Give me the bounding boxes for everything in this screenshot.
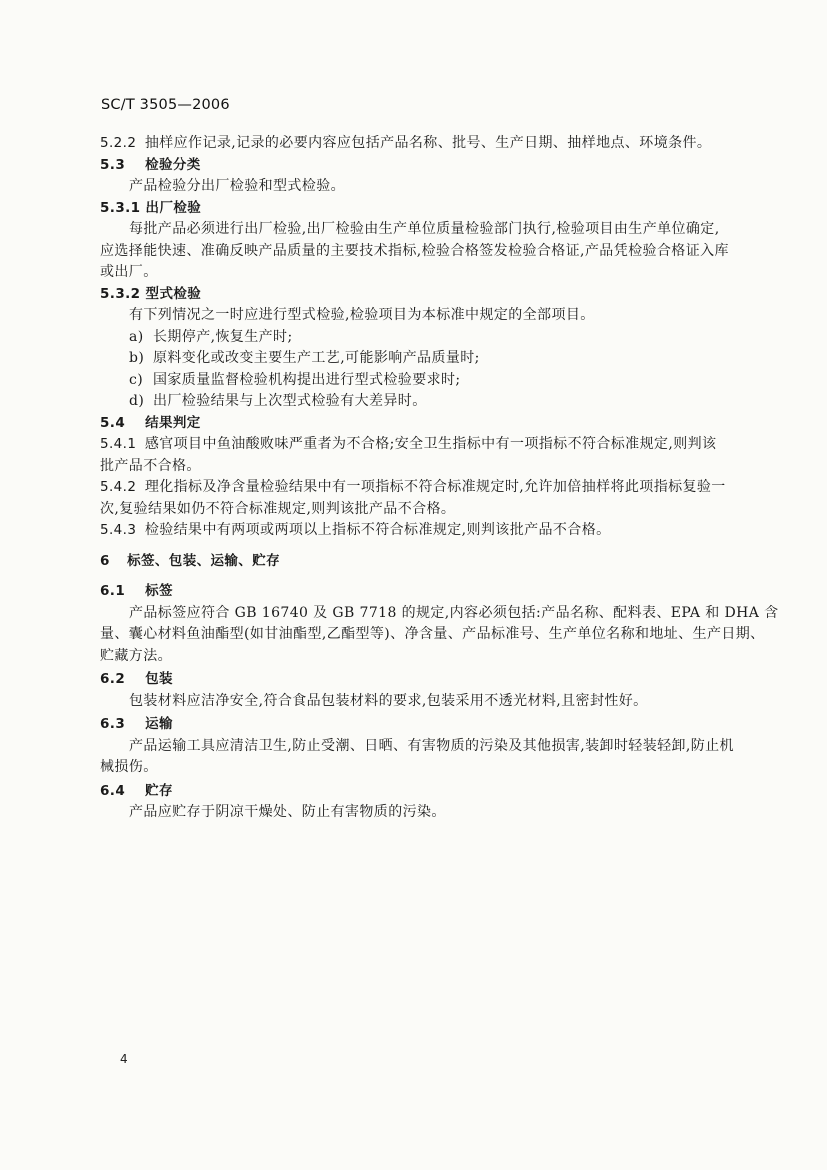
clause-5-4-3 xyxy=(100,520,760,542)
list-item xyxy=(100,327,760,349)
heading-title: 出厂检验 xyxy=(145,199,202,216)
list-marker: c) xyxy=(129,371,144,388)
paragraph: 产品应贮存于阴凉干燥处、防止有害物质的污染。 xyxy=(129,804,446,820)
paragraph: 包装材料应洁净安全,符合食品包装材料的要求,包装采用不透光材料,且密封性好。 xyxy=(129,692,648,709)
list-marker: d) xyxy=(129,393,145,409)
paragraph: 产品检验分出厂检验和型式检验。 xyxy=(129,178,345,194)
heading-number: 5.3.2 xyxy=(100,285,141,302)
heading-number: 5.3.1 xyxy=(100,199,141,216)
heading-title: 贮存 xyxy=(145,782,173,799)
document-body xyxy=(100,133,779,824)
clause-number: 5.4.2 xyxy=(100,479,137,495)
clause-text: 检验结果中有两项或两项以上指标不符合标准规定,则判该批产品不合格。 xyxy=(144,522,611,538)
clause-number: 5.4.1 xyxy=(100,436,137,452)
clause-number: 5.4.3 xyxy=(100,522,137,538)
heading-number: 6.4 xyxy=(100,782,126,799)
paragraph-line: 产品运输工具应清洁卫生,防止受潮、日晒、有害物质的污染及其他损害,装卸时轻装轻卸,防止机 xyxy=(129,737,734,754)
paragraph-line: 每批产品必须进行出厂检验,出厂检验由生产单位质量检验部门执行,检验项目由生产单位确定, xyxy=(129,221,720,237)
clause-text: 感官项目中鱼油酸败味严重者为不合格;安全卫生指标中有一项指标不符合标准规定,则判该 xyxy=(144,436,717,452)
heading-number: 5.4 xyxy=(100,414,126,431)
chapter-heading-6 xyxy=(100,551,760,573)
paragraph-line: 贮藏方法。 xyxy=(100,647,172,664)
list-item xyxy=(100,348,760,370)
clause-5-4-1 xyxy=(100,434,760,456)
clause-text: 理化指标及净含量检验结果中有一项指标不符合标准规定时,允许加倍抽样将此项指标复验一 xyxy=(144,479,726,495)
clause-5-4-2 xyxy=(100,477,760,499)
list-item-text: 出厂检验结果与上次型式检验有大差异时。 xyxy=(153,393,427,409)
clause-5-2-2 xyxy=(100,133,760,155)
heading-6-2 xyxy=(100,669,760,691)
heading-number: 6.3 xyxy=(100,716,126,732)
list-item-text: 国家质量监督检验机构提出进行型式检验要求时; xyxy=(153,371,461,388)
heading-6-4 xyxy=(100,781,760,803)
heading-6-3 xyxy=(100,714,760,736)
heading-title: 型式检验 xyxy=(145,285,202,302)
heading-title: 结果判定 xyxy=(145,414,201,431)
paragraph-line: 应选择能快速、准确反映产品质量的主要技术指标,检验合格签发检验合格证,产品凭检验合格证入库 xyxy=(100,242,729,259)
list-item xyxy=(100,370,760,392)
paragraph-line: 产品标签应符合 GB 16740 及 GB 7718 的规定,内容必须包括:产品名称、配料表、EPA 和 DHA 含 xyxy=(129,604,779,621)
standard-code: SC/T 3505—2006 xyxy=(101,97,230,113)
heading-number: 5.3 xyxy=(100,156,126,173)
list-item xyxy=(100,391,760,413)
paragraph-line: 次,复验结果如仍不符合标准规定,则判该批产品不合格。 xyxy=(100,500,456,517)
heading-title: 标签、包装、运输、贮存 xyxy=(127,552,281,569)
heading-6-1 xyxy=(100,581,760,603)
heading-title: 运输 xyxy=(145,716,173,732)
clause-text: 抽样应作记录,记录的必要内容应包括产品名称、批号、生产日期、抽样地点、环境条件。 xyxy=(144,135,712,151)
heading-5-3 xyxy=(100,155,760,177)
paragraph-line: 量、囊心材料鱼油酯型(如甘油酯型,乙酯型等)、净含量、产品标准号、生产单位名称和地址、生产日期、 xyxy=(100,626,765,642)
paragraph-line: 械损伤。 xyxy=(100,759,158,775)
heading-number: 6 xyxy=(100,552,110,569)
clause-number: 5.2.2 xyxy=(100,135,137,151)
list-item-text: 原料变化或改变主要生产工艺,可能影响产品质量时; xyxy=(153,350,480,366)
heading-5-3-2 xyxy=(100,284,760,306)
list-marker: a) xyxy=(129,328,144,345)
heading-title: 检验分类 xyxy=(145,156,201,173)
paragraph: 有下列情况之一时应进行型式检验,检验项目为本标准中规定的全部项目。 xyxy=(129,307,595,323)
heading-number: 6.1 xyxy=(100,583,126,599)
heading-5-4 xyxy=(100,413,760,435)
heading-5-3-1 xyxy=(100,198,760,220)
paragraph-line: 批产品不合格。 xyxy=(100,457,201,474)
list-marker: b) xyxy=(129,350,145,366)
paragraph-line: 或出厂。 xyxy=(100,264,158,280)
page-number: 4 xyxy=(120,1052,128,1066)
heading-title: 标签 xyxy=(145,583,173,599)
heading-number: 6.2 xyxy=(100,671,126,687)
heading-title: 包装 xyxy=(145,671,173,687)
list-item-text: 长期停产,恢复生产时; xyxy=(153,328,293,345)
